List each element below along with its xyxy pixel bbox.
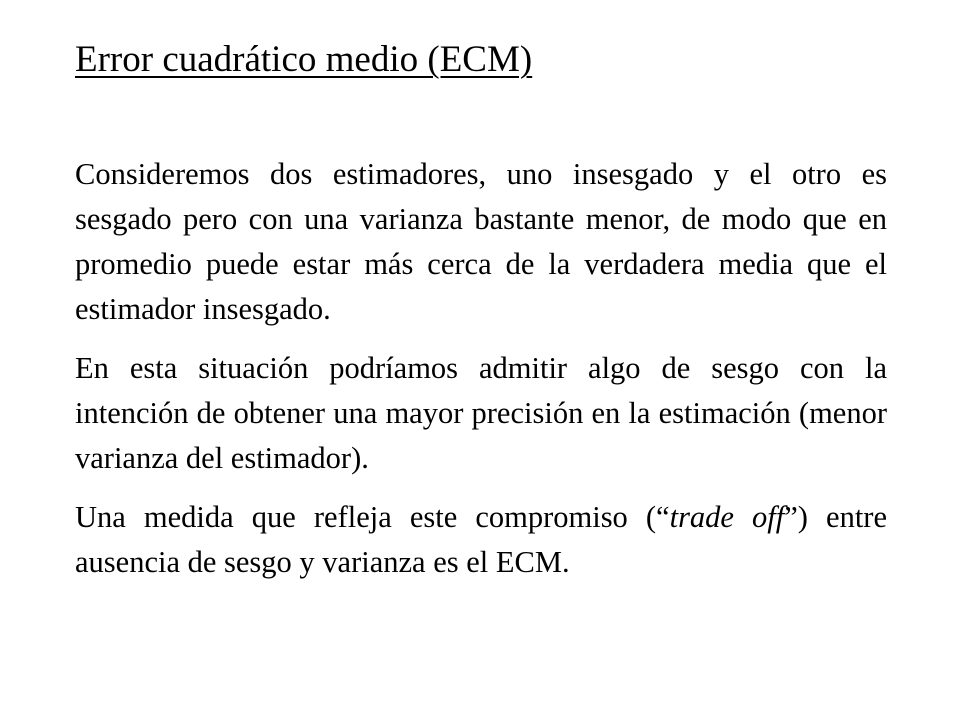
paragraph-3 <box>75 495 887 585</box>
paragraph-1: Consideremos dos estimadores, uno insesgado y el otro es sesgado pero con una varianza bastante menor, de modo que en promedio puede estar más cerca de la verdadera media que el estimador insesgado. <box>75 157 887 326</box>
trade-off-term: trade off <box>669 500 785 534</box>
paragraph-3-text-after: ”) entre ausencia de sesgo y varianza es el ECM. <box>75 500 887 579</box>
paragraph-3-text-before: Una medida que refleja este compromiso (“ <box>75 500 670 534</box>
slide-body <box>75 152 887 599</box>
paragraph-2: En esta situación podríamos admitir algo de sesgo con la intención de obtener una mayor precisión en la estimación (menor varianza del estimador). <box>75 351 887 475</box>
slide-title: Error cuadrático medio (ECM) <box>75 39 533 80</box>
